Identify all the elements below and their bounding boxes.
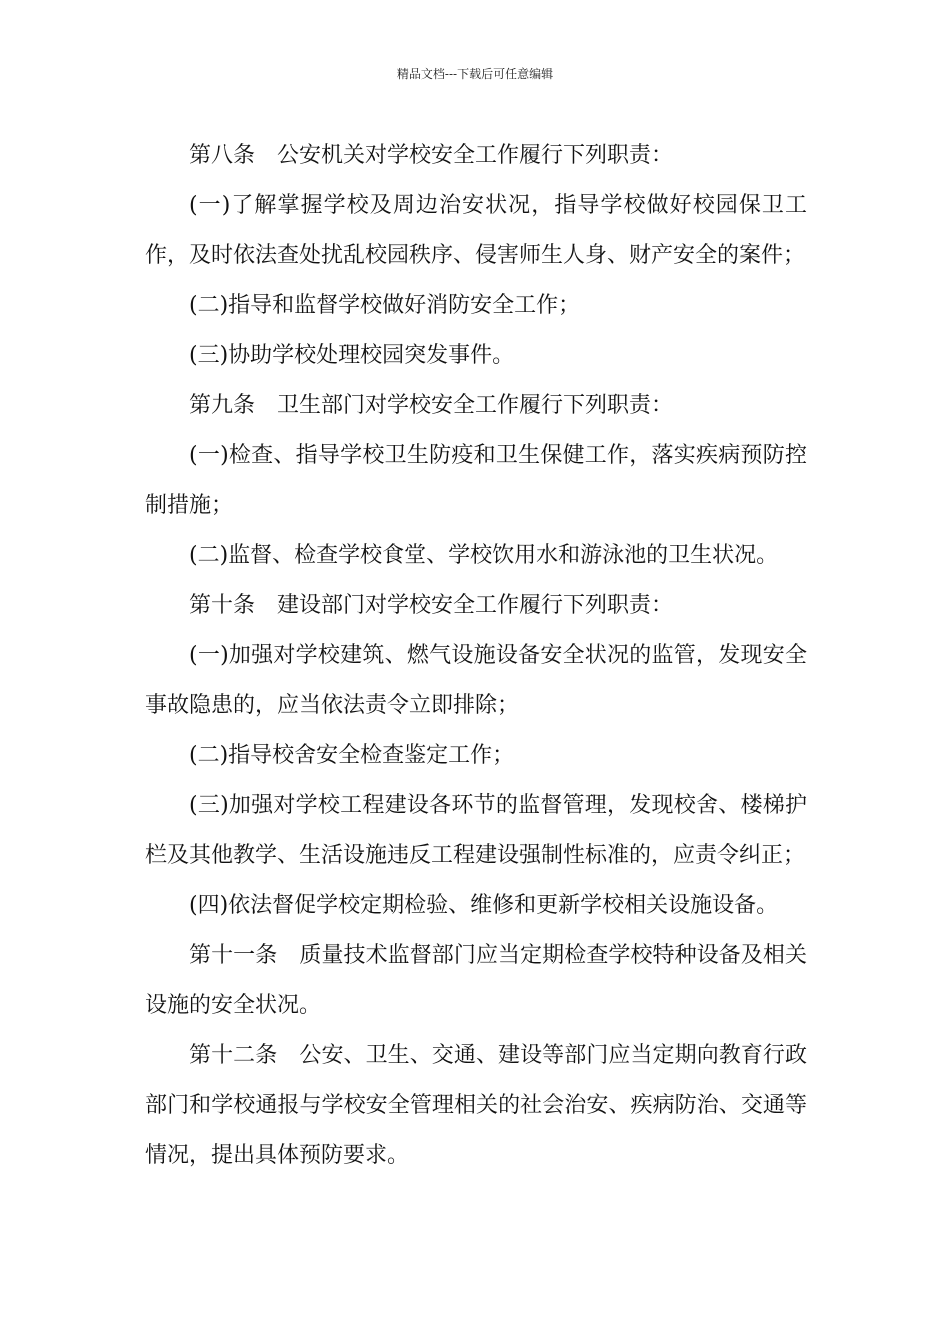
- paragraph-article-8-item-2: (二)指导和监督学校做好消防安全工作；: [189, 293, 581, 318]
- paragraph-article-8-item-1: (一)了解掌握学校及周边治安状况，指导学校做好校园保卫工作，及时依法查处扰乱校园秩序、侵害师生人身、财产安全的案件；: [145, 193, 807, 268]
- paragraph-article-12: 第十二条 公安、卫生、交通、建设等部门应当定期向教育行政部门和学校通报与学校安全管理相关的社会治安、疾病防治、交通等情况，提出具体预防要求。: [145, 1043, 807, 1168]
- paragraph-article-9-item-1: (一)检查、指导学校卫生防疫和卫生保健工作，落实疾病预防控制措施；: [145, 443, 807, 518]
- paragraph-article-10-item-4: (四)依法督促学校定期检验、维修和更新学校相关设施设备。: [189, 893, 779, 918]
- paragraph-article-10-item-3: (三)加强对学校工程建设各环节的监督管理，发现校舍、楼梯护栏及其他教学、生活设施违反工程建设强制性标准的，应责令纠正；: [145, 793, 807, 868]
- paragraph-article-10: 第十条 建设部门对学校安全工作履行下列职责：: [189, 593, 674, 618]
- paragraph-article-8-item-3: (三)协助学校处理校园突发事件。: [189, 343, 515, 368]
- paragraph-article-9-item-2: (二)监督、检查学校食堂、学校饮用水和游泳池的卫生状况。: [189, 543, 779, 568]
- paragraph-article-11: 第十一条 质量技术监督部门应当定期检查学校特种设备及相关设施的安全状况。: [145, 943, 807, 1018]
- page-header: 精品文档---下载后可任意编辑: [396, 67, 554, 81]
- document-body: [145, 131, 807, 1181]
- paragraph-article-10-item-1: (一)加强对学校建筑、燃气设施设备安全状况的监管，发现安全事故隐患的，应当依法责令立即排除；: [145, 643, 807, 718]
- paragraph-article-10-item-2: (二)指导校舍安全检查鉴定工作；: [189, 743, 515, 768]
- paragraph-article-9: 第九条 卫生部门对学校安全工作履行下列职责：: [189, 393, 674, 418]
- paragraph-article-8: 第八条 公安机关对学校安全工作履行下列职责：: [189, 143, 674, 168]
